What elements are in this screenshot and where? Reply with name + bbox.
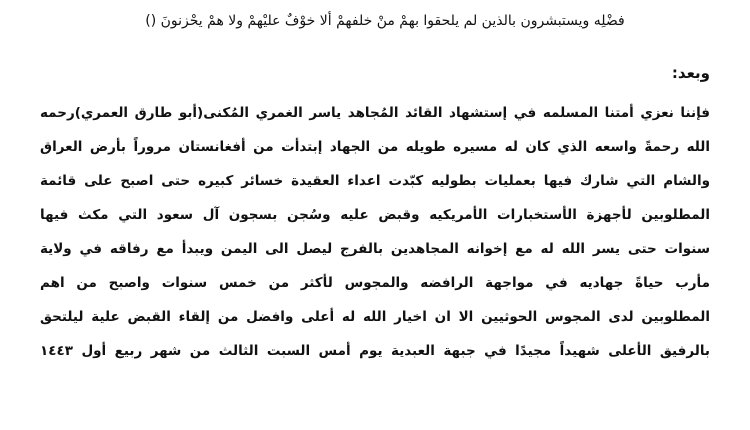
paragraph-line: فإننا نعزي أمتنا المسلمه في إستشهاد القائد المُجاهد ياسر الغمري المُكنى(أبو طارق العمري)رحمه bbox=[40, 105, 710, 121]
paragraph-line: والشام التي شارك فيها بعمليات بطوليه كبّدت اعداء العقيدة خسائر كبيره حتى اصبح على قائمة bbox=[40, 173, 710, 189]
paragraph-line: الله رحمةً واسعه الذي كان له مسيره طويله من الجهاد إبتدأت من أفغانستان مروراً بأرض العراق bbox=[40, 139, 710, 155]
opener-heading: وبعد: bbox=[671, 64, 710, 82]
paragraph-line: سنوات حتى يسر الله له مع إخوانه المجاهدين بالفرج ليصل الى اليمن ويبدأ مع رفاقه في ولاية bbox=[40, 241, 710, 257]
statement-paragraph bbox=[40, 96, 710, 368]
paragraph-line: المطلوبين لأجهزة الأستخبارات الأمريكيه وقبض عليه وسُجن بسجون آل سعود التي مكث فيها bbox=[40, 207, 710, 223]
quran-verse-line: فضْلِه ويستبشرون بالذين لم يلحقوا بهمْ منْ خلفهمْ ألا خوْفٌ عليْهمْ ولا همْ يحْزنونَ () bbox=[145, 13, 625, 29]
paragraph-line: المطلوبين لدى المجوس الحوثيين الا ان اخيار الله له أعلى وافضل من إلقاء القبض علية ليلتحق bbox=[40, 309, 710, 325]
paragraph-line: بالرفيق الأعلى شهيداً مجيدًا في جبهة العبدية يوم أمس السبت الثالث من شهر ربيع أول ١٤٤٣ bbox=[40, 343, 710, 359]
paragraph-line: مأرب حياةً جهاديه في مواجهة الرافضه والمجوس لأكثر من خمس سنوات واصبح من اهم bbox=[40, 275, 710, 291]
